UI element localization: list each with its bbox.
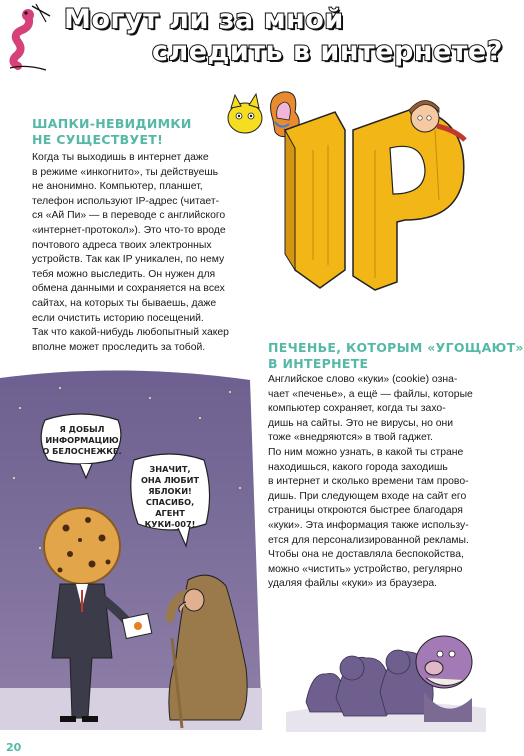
bubble-left-line: Я ДОБЫЛ xyxy=(59,424,105,434)
text-line: По ним можно узнать, в какой ты стране xyxy=(268,446,464,458)
section2-text xyxy=(268,373,473,592)
section1-heading xyxy=(32,116,192,148)
text-line: дишь. При следующем входе на сайт его xyxy=(268,490,467,502)
text-line: вполне может проследить за тобой. xyxy=(32,341,206,353)
text-line: устройств. Так как IP уникален, по нему xyxy=(32,254,225,266)
text-line: Чтобы она не доставляла беспокойства, xyxy=(268,549,464,561)
text-line: тоже «внедряются» в твой гаджет. xyxy=(268,432,433,444)
section2-heading-line: ПЕЧЕНЬЕ, КОТОРЫМ «УГОЩАЮТ» xyxy=(268,340,524,355)
cookie-agent-illustration xyxy=(0,368,262,740)
section1-text xyxy=(32,151,229,355)
text-line: находишься, какого города заходишь xyxy=(268,461,448,473)
ip-letters-illustration xyxy=(225,90,475,290)
text-line: Когда ты выходишь в интернет даже xyxy=(32,152,209,163)
text-line: можно «чистить» устройство, регулярно xyxy=(268,563,463,575)
title-block xyxy=(0,0,503,80)
crowd-illustration xyxy=(286,612,486,732)
text-line: в режиме «инкогнито», ты действуешь xyxy=(32,166,219,178)
bubble-left-line: ИНФОРМАЦИЮ xyxy=(45,435,119,445)
worm-icon xyxy=(6,4,56,74)
page-number: 20 xyxy=(6,741,22,754)
text-line: Так что какой-нибудь любопытный хакер xyxy=(32,327,229,339)
old-man-icon xyxy=(416,636,472,722)
text-line: тебя можно выследить. Он нужен для xyxy=(32,268,216,280)
bubble-right-line: ЗНАЧИТ, xyxy=(149,464,191,474)
bubble-right-line: ЯБЛОКИ! xyxy=(148,486,192,496)
text-line: удаляя файлы «куки» из браузера. xyxy=(268,578,438,590)
text-line: «куки». Эта информация также использу- xyxy=(268,519,469,531)
text-line: если очистить историю посещений. xyxy=(32,312,204,324)
text-line: почтового адреса твоих электронных xyxy=(32,239,212,251)
section2-heading xyxy=(268,340,524,372)
bubble-left-line: О БЕЛОСНЕЖКЕ. xyxy=(42,446,122,456)
text-line: компьютер сохраняет, когда ты захо- xyxy=(268,403,446,415)
text-line: телефон используют IP-адрес (читает- xyxy=(32,195,220,207)
text-line: «интернет-протокол»). Это что-то вроде xyxy=(32,224,226,236)
ip-letters xyxy=(285,108,464,290)
text-line: сайтах, на которых ты бываешь, даже xyxy=(32,297,217,309)
section1-heading-line: ШАПКИ-НЕВИДИМКИ xyxy=(32,116,192,131)
text-line: Английское слово «куки» (cookie) озна- xyxy=(268,374,458,385)
section1-heading-line: НЕ СУЩЕСТВУЕТ! xyxy=(32,132,164,147)
bubble-right-line: СПАСИБО, xyxy=(145,497,195,507)
page-title-line-1: Могут ли за мной xyxy=(64,4,344,35)
bubble-right-line: КУКИ-007! xyxy=(144,519,196,529)
text-line: ется для персонализированной рекламы. xyxy=(268,534,469,546)
text-line: в интернет и сколько времени там прово- xyxy=(268,476,469,488)
yellow-cat-icon xyxy=(228,94,262,133)
text-line: обмена данными и сохраняется на всех xyxy=(32,283,225,295)
text-line: дишь на сайты. Это не вирусы, но они xyxy=(268,417,454,429)
text-line: страницы откроются быстрее благодаря xyxy=(268,505,463,517)
text-line: не анонимно. Компьютер, планшет, xyxy=(32,181,203,193)
cookie-head-icon xyxy=(44,508,120,584)
text-line: чает «печенье», а ещё — файлы, которые xyxy=(268,388,473,400)
section2-heading-line: В ИНТЕРНЕТЕ xyxy=(268,356,369,371)
bubble-right-line: ОНА ЛЮБИТ xyxy=(140,475,200,485)
page-title-line-2: следить в интернете? xyxy=(152,36,503,67)
bubble-right-line: АГЕНТ xyxy=(155,508,185,518)
text-line: ся «Ай Пи» — в переводе с английского xyxy=(32,210,226,222)
